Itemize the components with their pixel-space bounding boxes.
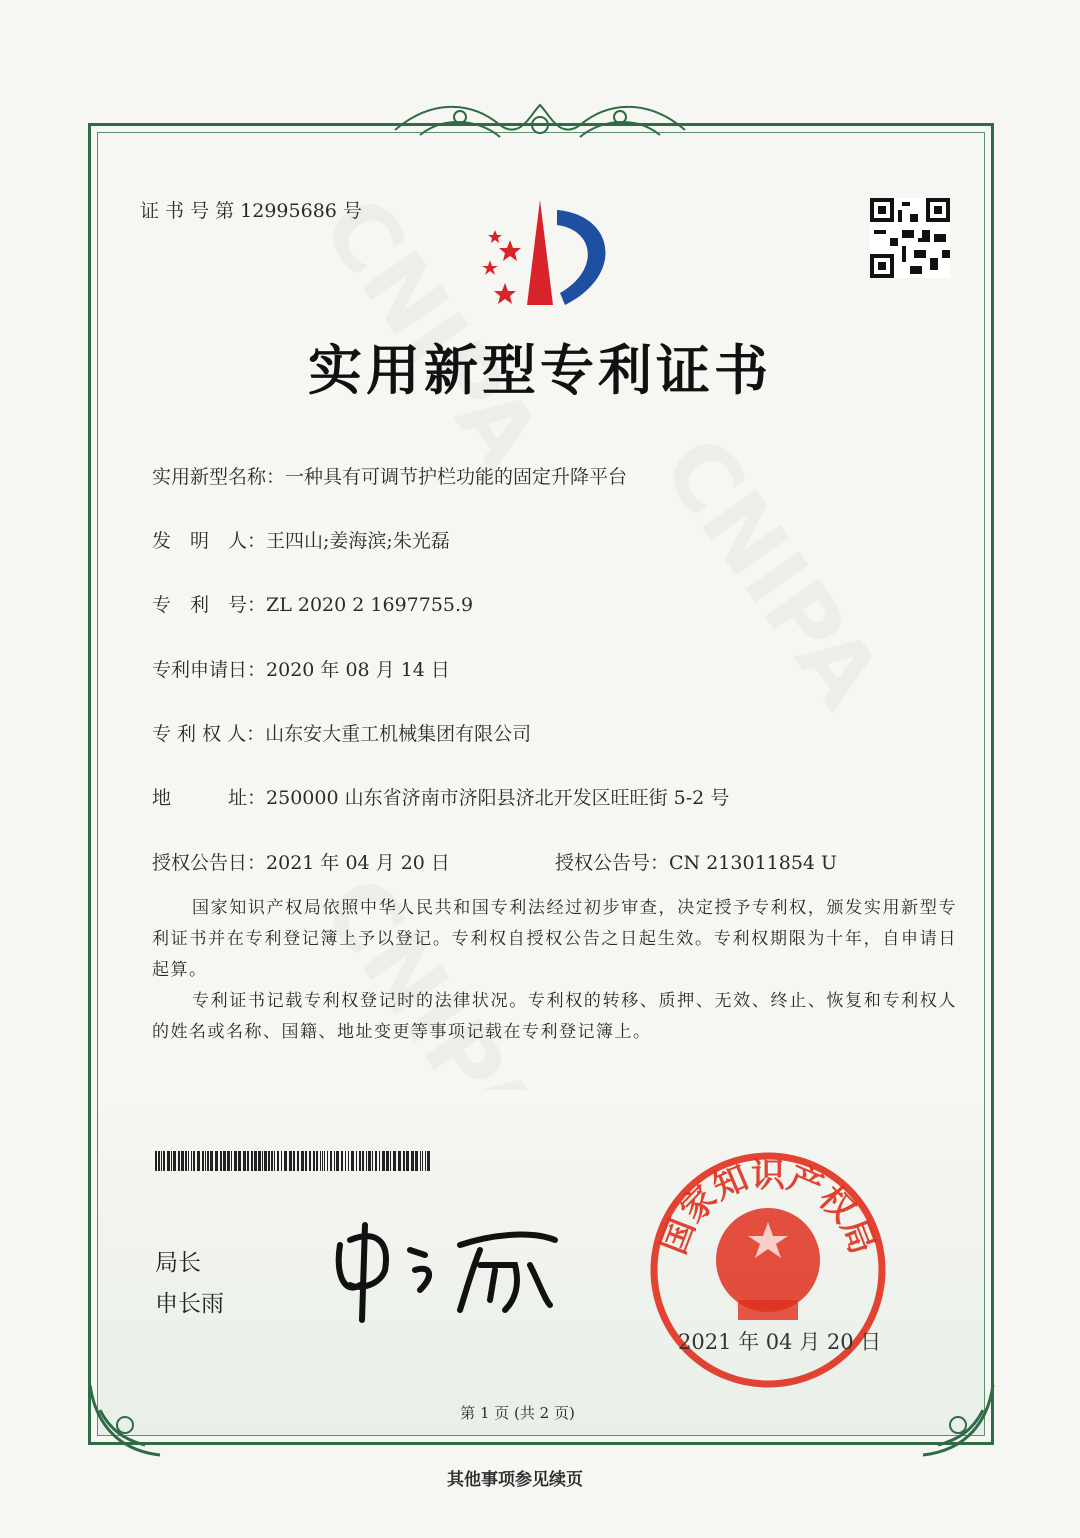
barcode-bar [422, 1151, 423, 1171]
field-label: 实用新型名称： [152, 466, 286, 488]
field-value: 2020 年 08 月 14 日 [266, 659, 450, 681]
barcode-bar [411, 1151, 414, 1171]
field-value: 一种具有可调节护栏功能的固定升降平台 [285, 466, 628, 488]
field-announcement-number [555, 848, 837, 875]
field-patent-number [152, 590, 473, 617]
barcode-bar [309, 1151, 311, 1171]
field-inventors [152, 526, 450, 553]
barcode-bar [158, 1151, 160, 1171]
barcode-bar [171, 1151, 172, 1171]
qr-code [870, 198, 950, 278]
field-value: 2021 年 04 月 20 日 [266, 852, 450, 874]
certificate-title: 实用新型专利证书 [308, 338, 772, 402]
barcode-bar [406, 1151, 409, 1171]
field-patentee [152, 719, 531, 746]
field-application-date [152, 655, 450, 682]
barcode-bar [386, 1151, 389, 1171]
barcode-bar [277, 1151, 279, 1171]
field-value: 250000 山东省济南市济阳县济北开发区旺旺街 5-2 号 [266, 787, 730, 809]
barcode-bar [210, 1151, 213, 1171]
barcode-bar [351, 1151, 354, 1171]
ornament-icon [390, 95, 690, 150]
barcode-bar [320, 1151, 321, 1171]
barcode-bar [178, 1151, 180, 1171]
barcode-bar [188, 1151, 189, 1171]
barcode-bar [191, 1151, 192, 1171]
signatory-title: 局长 [155, 1250, 201, 1276]
barcode-bar [238, 1151, 241, 1171]
barcode-bar [167, 1151, 170, 1171]
barcode-bar [379, 1151, 380, 1171]
signature-image [330, 1215, 560, 1325]
barcode-bar [173, 1151, 176, 1171]
barcode-bar [330, 1151, 332, 1171]
barcode-bar [297, 1151, 299, 1171]
barcode-bar [155, 1151, 157, 1171]
barcode-bar [390, 1151, 391, 1171]
barcode-bar [243, 1151, 246, 1171]
field-label: 专 利 权 人： [152, 723, 266, 745]
barcode-bar [334, 1151, 335, 1171]
barcode-bar [316, 1151, 318, 1171]
barcode-bar [425, 1151, 426, 1171]
barcode-bar [289, 1151, 292, 1171]
barcode-bar [327, 1151, 328, 1171]
field-label: 发 明 人： [152, 530, 267, 552]
barcode-bar [247, 1151, 249, 1171]
barcode-bar [427, 1151, 430, 1171]
signatory-name: 申长雨 [155, 1291, 224, 1317]
barcode-bar [366, 1151, 367, 1171]
field-utility-model-name [152, 462, 627, 489]
barcode-bar [163, 1151, 165, 1171]
continued-note: 其他事项参见续页 [447, 1470, 583, 1490]
barcode-bar [234, 1151, 237, 1171]
barcode-bar [341, 1151, 343, 1171]
paragraph-legal-status: 专利证书记载专利权登记时的法律状况。专利权的转移、质押、无效、终止、恢复和专利权人的姓名或名称、国籍、地址变更等事项记载在专利登记簿上。 [152, 991, 957, 1042]
barcode-bar [262, 1151, 263, 1171]
barcode-bar [372, 1151, 373, 1171]
field-value: 王四山;姜海滨;朱光磊 [266, 530, 450, 552]
barcode-bar [220, 1151, 222, 1171]
paragraph-grant: 国家知识产权局依照中华人民共和国专利法经过初步审查，决定授予专利权，颁发实用新型专利证书并在专利登记簿上予以登记。专利权自授权公告之日起生效。专利权期限为十年，自申请日起算。 [152, 898, 957, 980]
barcode-bar [301, 1151, 304, 1171]
field-label: 专利申请日： [152, 659, 267, 681]
barcode-bar [181, 1151, 184, 1171]
barcode [155, 1151, 430, 1171]
barcode-bar [322, 1151, 323, 1171]
field-address [152, 783, 729, 810]
field-value: ZL 2020 2 1697755.9 [266, 594, 474, 616]
barcode-bar [215, 1151, 218, 1171]
barcode-bar [313, 1151, 315, 1171]
certificate-number: 证 书 号 第 12995686 号 [140, 200, 362, 222]
barcode-bar [258, 1151, 261, 1171]
field-label: 地 址： [152, 787, 267, 809]
barcode-bar [254, 1151, 257, 1171]
barcode-bar [362, 1151, 364, 1171]
barcode-bar [345, 1151, 346, 1171]
field-label: 授权公告号： [555, 852, 670, 874]
barcode-bar [368, 1151, 371, 1171]
barcode-bar [281, 1151, 282, 1171]
barcode-bar [393, 1151, 396, 1171]
barcode-bar [264, 1151, 267, 1171]
barcode-bar [293, 1151, 295, 1171]
barcode-bar [336, 1151, 339, 1171]
field-value: CN 213011854 U [669, 852, 838, 874]
barcode-bar [185, 1151, 187, 1171]
barcode-bar [271, 1151, 273, 1171]
field-value: 山东安大重工机械集团有限公司 [265, 723, 532, 745]
barcode-bar [274, 1151, 275, 1171]
barcode-bar [202, 1151, 204, 1171]
barcode-bar [359, 1151, 361, 1171]
barcode-bar [223, 1151, 226, 1171]
barcode-bar [375, 1151, 377, 1171]
barcode-bar [324, 1151, 325, 1171]
page-number: 第 1 页 (共 2 页) [460, 1404, 575, 1422]
barcode-bar [403, 1151, 405, 1171]
barcode-bar [207, 1151, 209, 1171]
seal-text: 国家知识产权局 [653, 1155, 883, 1260]
barcode-bar [415, 1151, 418, 1171]
barcode-bar [348, 1151, 349, 1171]
barcode-bar [251, 1151, 253, 1171]
barcode-bar [193, 1151, 195, 1171]
barcode-bar [356, 1151, 357, 1171]
cnipa-logo-icon [465, 195, 625, 315]
barcode-bar [227, 1151, 230, 1171]
field-grant-date [152, 848, 450, 875]
barcode-bar [420, 1151, 421, 1171]
barcode-bar [398, 1151, 401, 1171]
barcode-bar [305, 1151, 307, 1171]
barcode-bar [268, 1151, 270, 1171]
barcode-bar [231, 1151, 232, 1171]
seal-date: 2021 年 04 月 20 日 [678, 1330, 882, 1354]
barcode-bar [161, 1151, 162, 1171]
barcode-bar [382, 1151, 385, 1171]
barcode-bar [284, 1151, 287, 1171]
field-label: 专 利 号： [152, 594, 267, 616]
field-label: 授权公告日： [152, 852, 267, 874]
barcode-bar [205, 1151, 206, 1171]
barcode-bar [197, 1151, 200, 1171]
